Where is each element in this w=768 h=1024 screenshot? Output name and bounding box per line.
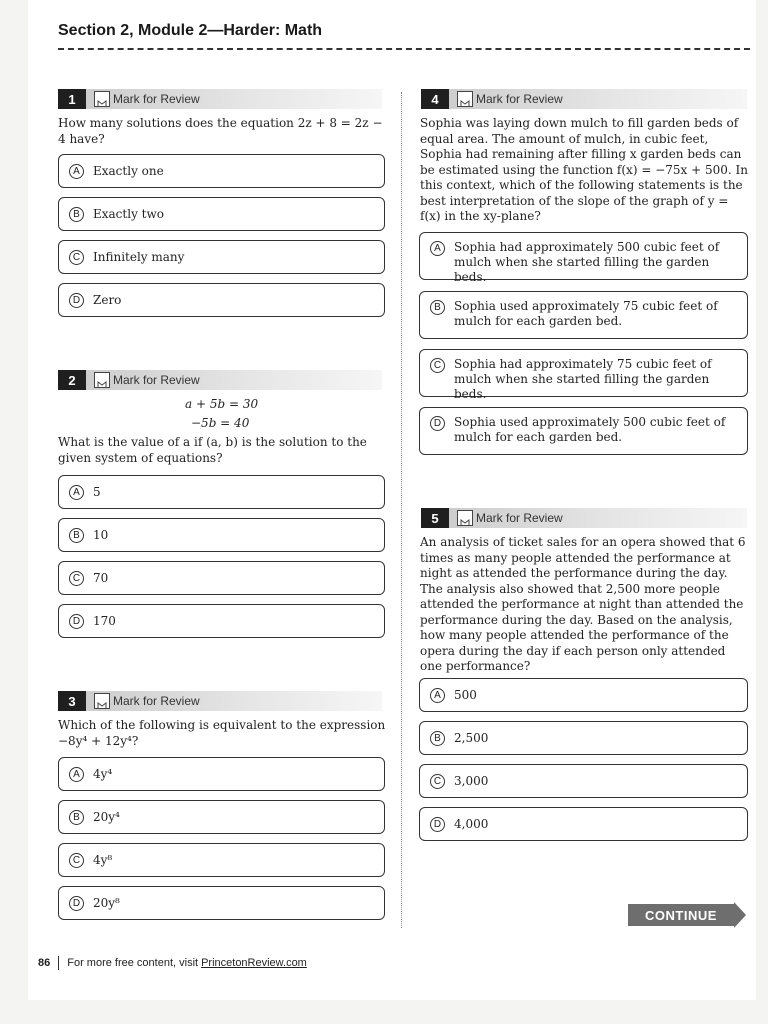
choice-letter: B	[430, 300, 445, 315]
question-2-text: What is the value of a if (a, b) is the solution to the given system of equations?	[58, 435, 367, 465]
choice-text: Exactly two	[93, 206, 164, 221]
choice-a[interactable]	[58, 475, 385, 509]
choice-text: 170	[93, 613, 116, 628]
mark-for-review-label: Mark for Review	[476, 92, 563, 106]
choice-text: 2,500	[454, 730, 489, 745]
footer-divider	[58, 956, 59, 970]
equation-1: a + 5b = 30	[185, 397, 259, 411]
choice-letter: A	[69, 485, 84, 500]
choice-letter: C	[69, 571, 84, 586]
choice-letter: C	[430, 358, 445, 373]
question-number: 3	[58, 691, 86, 711]
choice-letter: A	[430, 688, 445, 703]
choice-letter: C	[69, 853, 84, 868]
bookmark-icon	[94, 91, 110, 107]
choice-a[interactable]	[58, 757, 385, 791]
question-1-text: How many solutions does the equation 2z + 8 = 2z − 4 have?	[58, 116, 383, 146]
choice-b[interactable]	[58, 197, 385, 231]
page	[28, 0, 756, 1000]
choice-text: 20y⁴	[93, 809, 120, 824]
choice-text: Zero	[93, 292, 122, 307]
choice-d[interactable]	[419, 807, 748, 841]
choice-text: Exactly one	[93, 163, 164, 178]
choice-letter: A	[430, 241, 445, 256]
question-5-header	[421, 508, 747, 528]
choice-text: 4y⁸	[93, 852, 113, 867]
choice-text: Sophia used approximately 75 cubic feet of mulch for each garden bed.	[454, 299, 718, 328]
choice-c[interactable]	[58, 240, 385, 274]
choice-letter: D	[430, 817, 445, 832]
choice-b[interactable]	[419, 291, 748, 339]
continue-label: CONTINUE	[645, 907, 717, 923]
choice-b[interactable]	[58, 800, 385, 834]
choice-c[interactable]	[419, 764, 748, 798]
question-4-header	[421, 89, 747, 109]
choice-letter: C	[430, 774, 445, 789]
choice-c[interactable]	[419, 349, 748, 401]
mark-for-review-button[interactable]	[94, 372, 200, 388]
choice-letter: D	[69, 614, 84, 629]
bookmark-icon	[457, 91, 473, 107]
choice-d[interactable]	[58, 604, 385, 638]
mark-for-review-label: Mark for Review	[113, 92, 200, 106]
choice-b[interactable]	[58, 518, 385, 552]
choice-text: Sophia used approximately 500 cubic feet of mulch for each garden bed.	[454, 415, 726, 444]
mark-for-review-label: Mark for Review	[476, 511, 563, 525]
choice-a[interactable]	[419, 232, 748, 284]
question-2-header	[58, 370, 382, 390]
continue-button[interactable]	[628, 902, 746, 928]
question-number: 1	[58, 89, 86, 109]
choice-d[interactable]	[419, 407, 748, 455]
mark-for-review-button[interactable]	[457, 510, 563, 526]
question-3-header	[58, 691, 382, 711]
choice-text: 4,000	[454, 816, 489, 831]
choice-text: 500	[454, 687, 477, 702]
bookmark-icon	[457, 510, 473, 526]
column-divider	[401, 92, 402, 928]
choice-letter: C	[69, 250, 84, 265]
website-link[interactable]: PrincetonReview.com	[201, 957, 307, 969]
question-number: 2	[58, 370, 86, 390]
choice-letter: A	[69, 164, 84, 179]
question-3-text: Which of the following is equivalent to the expression −8y⁴ + 12y⁴?	[58, 718, 386, 748]
bookmark-icon	[94, 372, 110, 388]
choice-letter: B	[69, 207, 84, 222]
bookmark-icon	[94, 693, 110, 709]
mark-for-review-button[interactable]	[457, 91, 563, 107]
choice-letter: A	[69, 767, 84, 782]
choice-c[interactable]	[58, 843, 385, 877]
choice-a[interactable]	[419, 678, 748, 712]
choice-d[interactable]	[58, 886, 385, 920]
choice-text: Sophia had approximately 75 cubic feet of mulch when she started filling the garden beds.	[454, 357, 712, 401]
footer-text: For more free content, visit	[67, 957, 199, 969]
question-number: 4	[421, 89, 449, 109]
choice-letter: D	[69, 896, 84, 911]
choice-letter: D	[430, 416, 445, 431]
choice-b[interactable]	[419, 721, 748, 755]
section-title: Section 2, Module 2—Harder: Math	[58, 22, 323, 39]
question-4-text: Sophia was laying down mulch to fill garden beds of equal area. The amount of mulch, in cubic feet, Sophia had remaining after filling x garden beds can be estimated using the function f(x) = −75x + 500. In this context, which of the following statements is the best interpretation of the slope of the graph of y = f(x) in the xy-plane?	[420, 116, 748, 223]
choice-letter: B	[430, 731, 445, 746]
question-5-text: An analysis of ticket sales for an opera showed that 6 times as many people attended the performance at night as attended the performance during the day. The analysis also showed that 2,500 more people attended the performance at night than attended the performance during the day. Based on the analysis, how many people attended the performance of the opera during the day if each person only attended one performance?	[420, 535, 746, 673]
choice-letter: B	[69, 528, 84, 543]
mark-for-review-label: Mark for Review	[113, 694, 200, 708]
choice-letter: D	[69, 293, 84, 308]
question-number: 5	[421, 508, 449, 528]
choice-text: Infinitely many	[93, 249, 185, 264]
mark-for-review-button[interactable]	[94, 91, 200, 107]
mark-for-review-label: Mark for Review	[113, 373, 200, 387]
page-footer	[38, 956, 307, 970]
choice-text: 3,000	[454, 773, 489, 788]
page-number: 86	[38, 957, 51, 969]
choice-letter: B	[69, 810, 84, 825]
choice-text: 10	[93, 527, 109, 542]
choice-text: 70	[93, 570, 109, 585]
choice-d[interactable]	[58, 283, 385, 317]
question-1-header	[58, 89, 382, 109]
header-divider	[58, 48, 750, 50]
choice-text: 5	[93, 484, 101, 499]
mark-for-review-button[interactable]	[94, 693, 200, 709]
choice-text: 20y⁸	[93, 895, 120, 910]
choice-c[interactable]	[58, 561, 385, 595]
choice-a[interactable]	[58, 154, 385, 188]
choice-text: Sophia had approximately 500 cubic feet of mulch when she started filling the garden beds.	[454, 240, 720, 284]
equation-2: −5b = 40	[191, 416, 250, 430]
choice-text: 4y⁴	[93, 766, 113, 781]
